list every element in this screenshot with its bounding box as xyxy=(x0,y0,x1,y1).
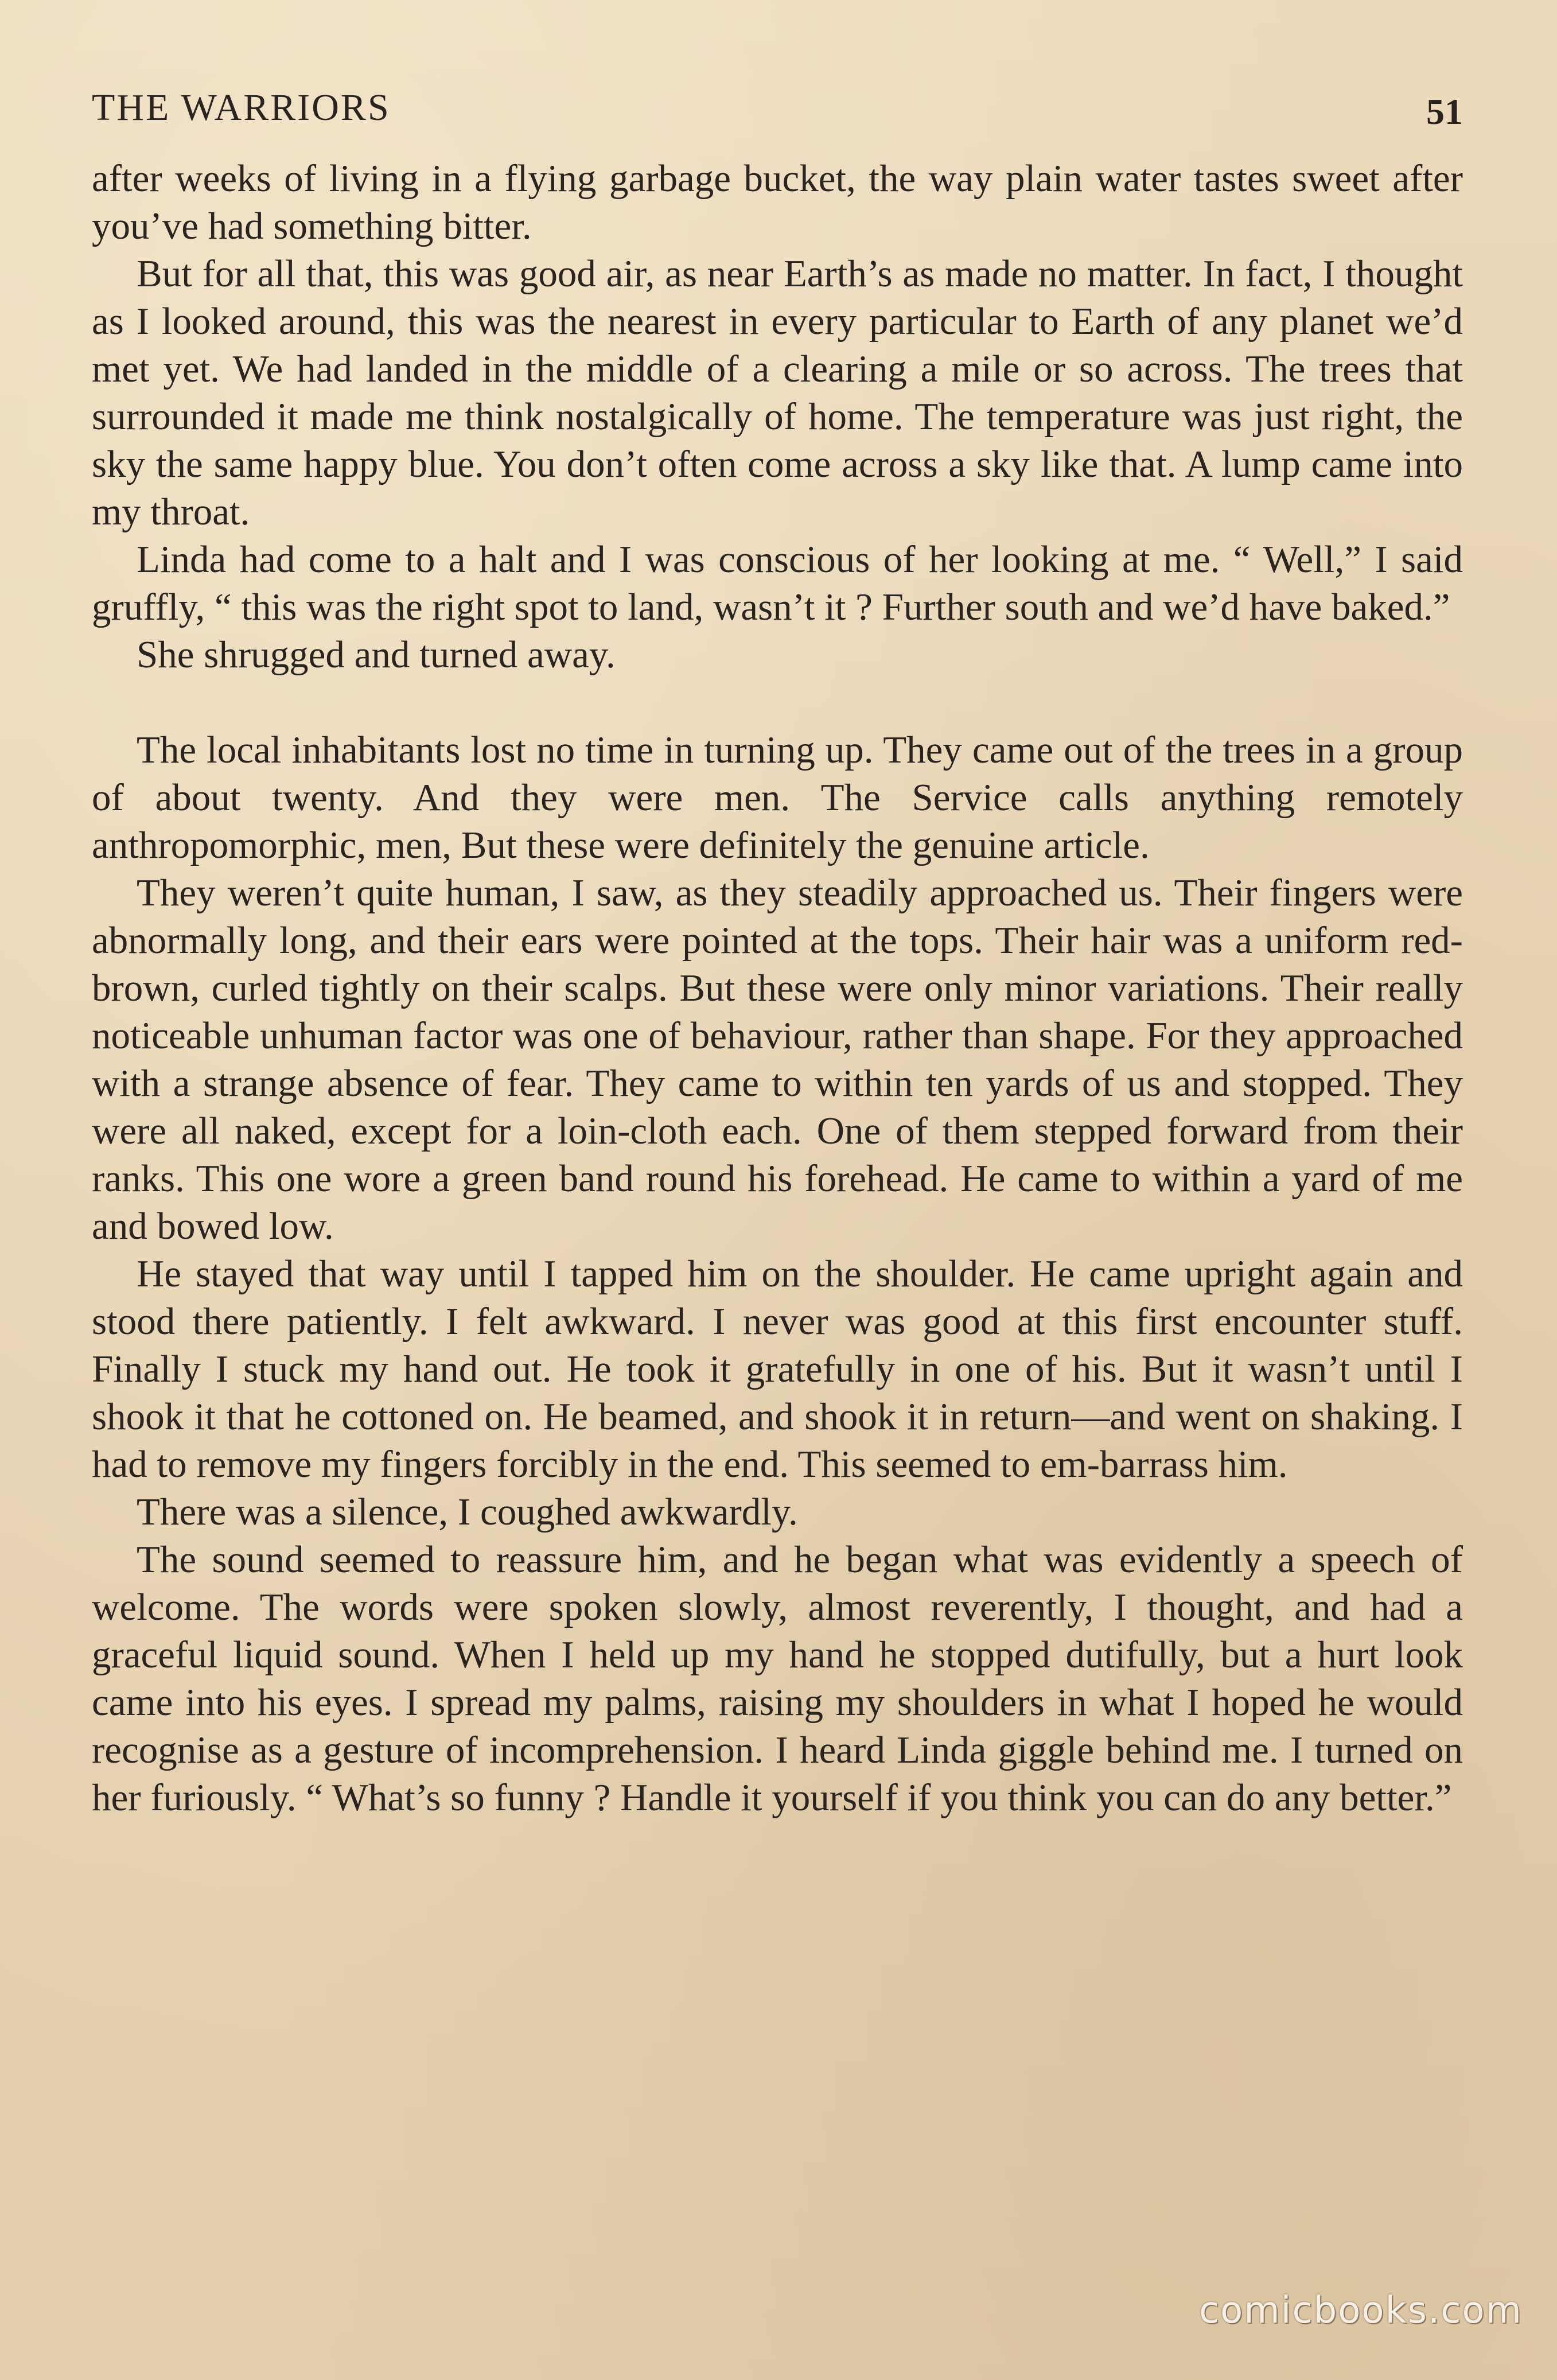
page-number: 51 xyxy=(1426,91,1463,132)
paragraph: after weeks of living in a flying garbage bucket, the way plain water tastes sweet after you’ve had something bitter. xyxy=(92,157,1463,247)
watermark: comicbooks.com xyxy=(1198,2289,1523,2332)
running-head: THE WARRIORS xyxy=(92,87,391,129)
paragraph: The sound seemed to reassure him, and he began what was evidently a speech of welcome. The words were spoken slowly, almost reverently, I thought, and had a graceful liquid sound. When I held up my hand he stopped dutifully, but a hurt look came into his eyes. I spread my palms, raising my shoulders in what I hoped he would recognise as a gesture of incomprehension. I heard Linda giggle behind me. I turned on her furiously. “ What’s so funny ? Handle it yourself if you think you can do any better.” xyxy=(92,1538,1463,1819)
paragraph: The local inhabitants lost no time in turning up. They came out of the trees in a group of about twenty. And they were men. The Service calls anything remotely anthropomorphic, men, But these were definitely the genuine article. xyxy=(92,729,1463,866)
book-page xyxy=(92,86,1463,2324)
paragraph: She shrugged and turned away. xyxy=(137,633,616,676)
paragraph: He stayed that way until I tapped him on the shoulder. He came upright again and stood there patiently. I felt awkward. I never was good at this first encounter stuff. Finally I stuck my hand out. He took it gratefully in one of his. But it wasn’t until I shook it that he cottoned on. He beamed, and shook it in return—and went on shaking. I had to remove my fingers forcibly in the end. This seemed to em-barrass him. xyxy=(92,1253,1463,1485)
page-header xyxy=(92,86,1463,149)
paragraph: They weren’t quite human, I saw, as they steadily approached us. Their fingers were abnormally long, and their ears were pointed at the tops. Their hair was a uniform red-brown, curled tightly on their scalps. But these were only minor variations. Their really noticeable unhuman factor was one of behaviour, rather than shape. For they approached with a strange absence of fear. They came to within ten yards of us and stopped. They were all naked, except for a loin-cloth each. One of them stepped forward from their ranks. This one wore a green band round his forehead. He came to within a yard of me and bowed low. xyxy=(92,872,1463,1247)
paragraph: But for all that, this was good air, as near Earth’s as made no matter. In fact, I thought as I looked around, this was the nearest in every particular to Earth of any planet we’d met yet. We had landed in the middle of a clearing a mile or so across. The trees that surrounded it made me think nostalgically of home. The temperature was just right, the sky the same happy blue. You don’t often come across a sky like that. A lump came into my throat. xyxy=(92,252,1463,533)
paragraph: There was a silence, I coughed awkwardly. xyxy=(137,1491,798,1533)
paragraph: Linda had come to a halt and I was conscious of her looking at me. “ Well,” I said gruffly, “ this was the right spot to land, wasn’t it ? Further south and we’d have baked.” xyxy=(92,538,1463,628)
body-text xyxy=(92,155,1463,1822)
